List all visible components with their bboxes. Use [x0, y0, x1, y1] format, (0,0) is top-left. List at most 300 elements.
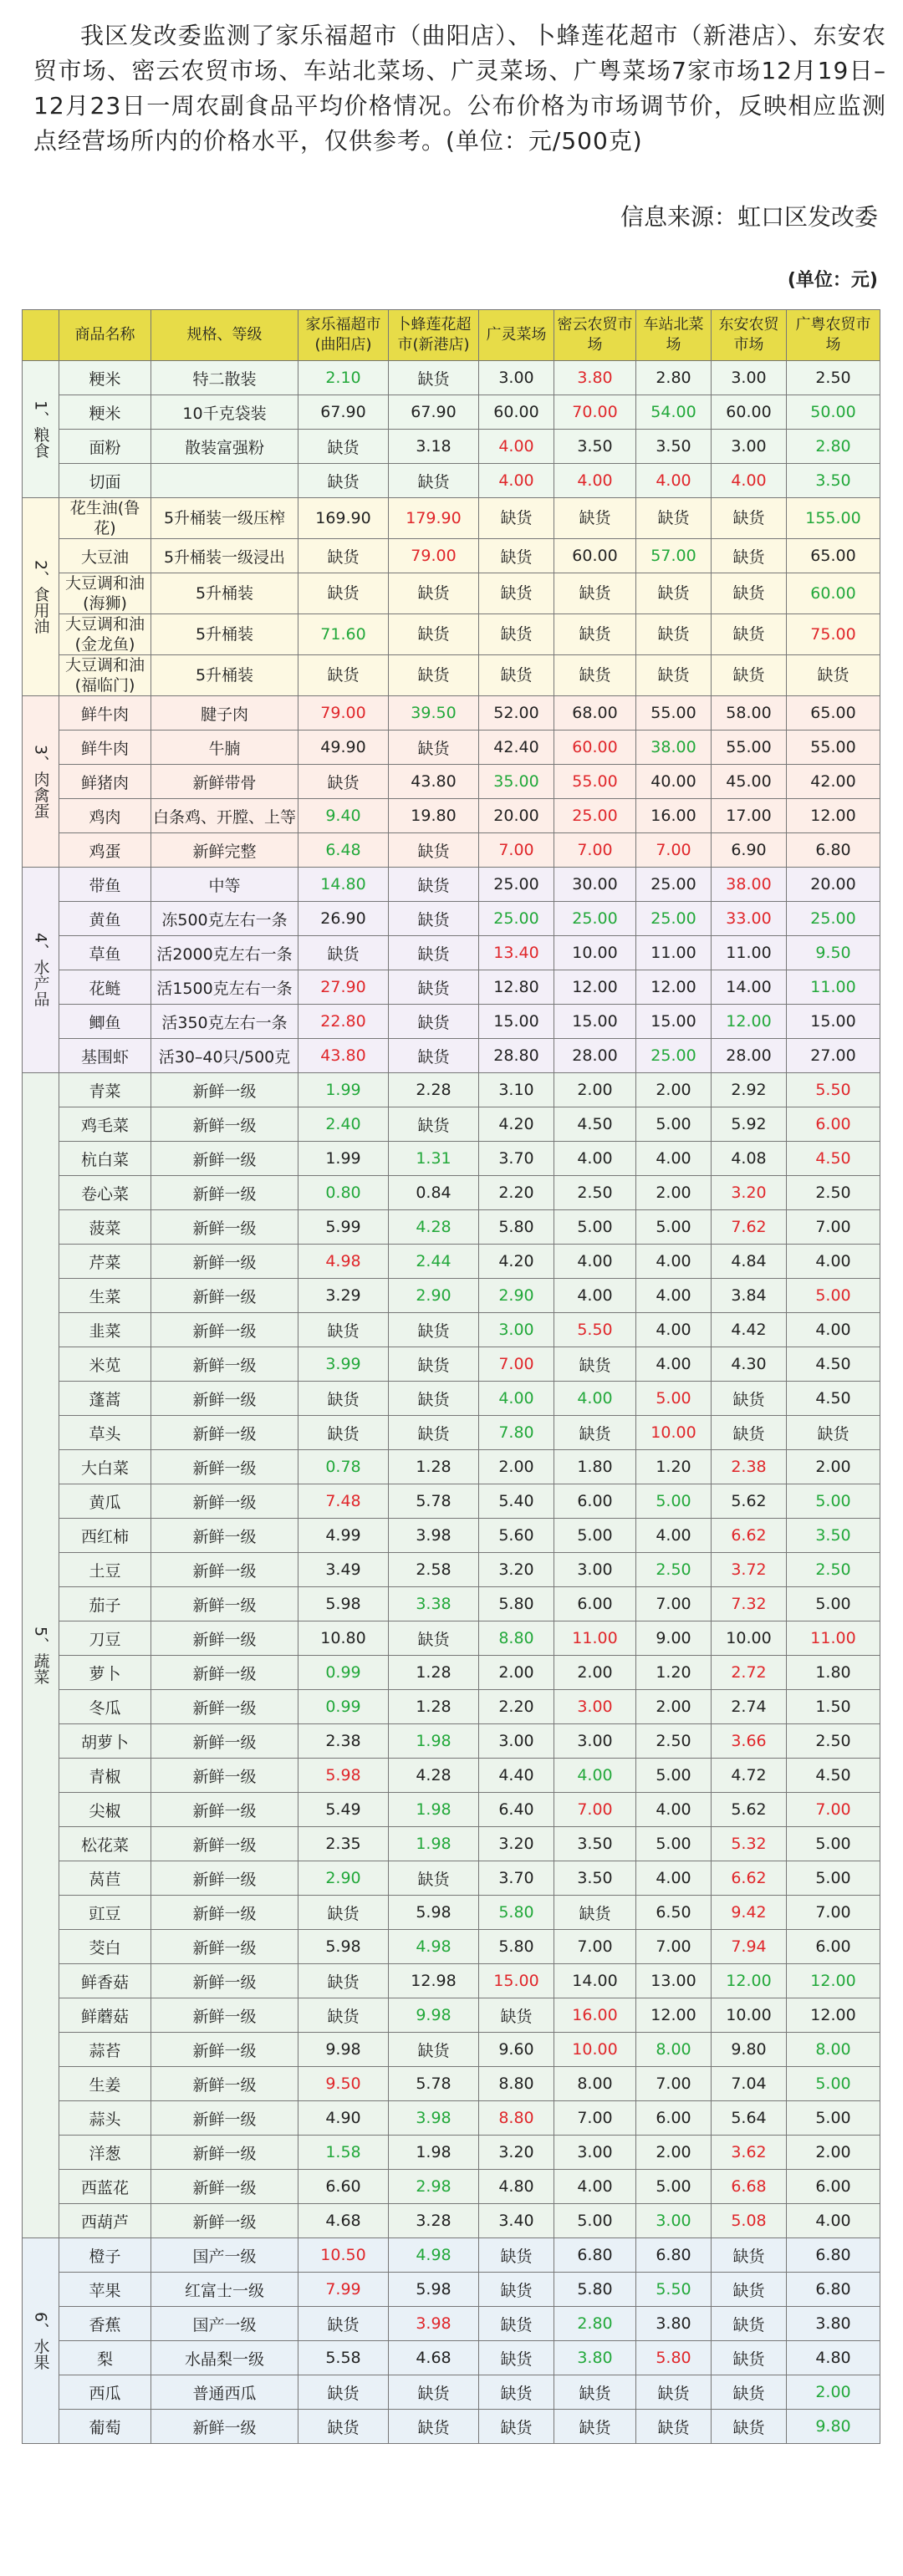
price-cell: 67.90: [298, 395, 389, 430]
product-name-cell: 冬瓜: [59, 1690, 151, 1724]
spec-cell: 新鲜一级: [151, 1587, 298, 1621]
price-cell: 13.40: [479, 936, 554, 970]
price-cell: 3.00: [554, 1690, 636, 1724]
price-cell: 缺货: [389, 731, 479, 765]
price-cell: 4.00: [636, 1793, 712, 1827]
price-cell: 5.00: [636, 1210, 712, 1245]
price-cell: 缺货: [389, 361, 479, 395]
price-cell: 9.50: [787, 936, 880, 970]
price-cell: 缺货: [298, 430, 389, 464]
spec-cell: 国产一级: [151, 2238, 298, 2273]
price-cell: 7.00: [787, 1896, 880, 1930]
product-name-cell: 卷心菜: [59, 1176, 151, 1210]
price-cell: 7.62: [712, 1210, 787, 1245]
price-cell: 28.80: [479, 1039, 554, 1073]
price-cell: 缺货: [298, 655, 389, 696]
price-cell: 4.00: [636, 464, 712, 498]
price-cell: 缺货: [298, 1896, 389, 1930]
price-cell: 缺货: [712, 2410, 787, 2444]
price-cell: 缺货: [389, 464, 479, 498]
price-cell: 缺货: [298, 464, 389, 498]
price-cell: 60.00: [479, 395, 554, 430]
price-cell: 缺货: [554, 1347, 636, 1382]
product-name-cell: 面粉: [59, 430, 151, 464]
price-cell: 4.00: [554, 1759, 636, 1793]
price-cell: 4.40: [479, 1759, 554, 1793]
price-cell: 4.00: [636, 1279, 712, 1313]
product-name-cell: 大白菜: [59, 1450, 151, 1484]
price-cell: 缺货: [298, 2307, 389, 2341]
price-cell: 3.50: [636, 430, 712, 464]
price-cell: 10.50: [298, 2238, 389, 2273]
price-cell: 1.80: [554, 1450, 636, 1484]
price-cell: 缺货: [479, 539, 554, 573]
price-cell: 缺货: [389, 1347, 479, 1382]
price-cell: 5.98: [298, 1759, 389, 1793]
table-row: [23, 1759, 880, 1793]
price-cell: 1.50: [787, 1690, 880, 1724]
price-cell: 缺货: [389, 1861, 479, 1896]
price-cell: 3.70: [479, 1861, 554, 1896]
price-cell: 11.00: [636, 936, 712, 970]
table-row: [23, 799, 880, 833]
price-cell: 5.78: [389, 2067, 479, 2101]
table-row: [23, 2238, 880, 2273]
product-name-cell: 橙子: [59, 2238, 151, 2273]
product-name-cell: 鲜牛肉: [59, 696, 151, 731]
price-cell: 5.98: [389, 1896, 479, 1930]
product-name-cell: 鲜蘑菇: [59, 1998, 151, 2033]
price-cell: 3.72: [712, 1553, 787, 1587]
price-cell: 缺货: [479, 614, 554, 655]
table-row: [23, 573, 880, 614]
price-cell: 14.00: [712, 970, 787, 1005]
price-cell: 6.00: [554, 1587, 636, 1621]
spec-cell: 新鲜一级: [151, 1313, 298, 1347]
price-cell: 缺货: [712, 2273, 787, 2307]
price-cell: 5.40: [479, 1484, 554, 1519]
price-cell: 2.50: [554, 1176, 636, 1210]
spec-cell: 特二散装: [151, 361, 298, 395]
table-row: [23, 655, 880, 696]
price-cell: 65.00: [787, 539, 880, 573]
price-cell: 3.50: [554, 1827, 636, 1861]
price-cell: 缺货: [479, 2238, 554, 2273]
price-cell: 缺货: [389, 1621, 479, 1656]
price-cell: 缺货: [389, 1005, 479, 1039]
price-cell: 2.58: [389, 1553, 479, 1587]
price-cell: 3.00: [636, 2204, 712, 2238]
product-name-cell: 蒜苔: [59, 2033, 151, 2067]
price-cell: 3.98: [389, 1519, 479, 1553]
table-row: [23, 1724, 880, 1759]
price-cell: 4.98: [389, 2238, 479, 2273]
price-cell: 缺货: [712, 1416, 787, 1450]
price-cell: 1.28: [389, 1690, 479, 1724]
table-row: [23, 614, 880, 655]
product-name-cell: 草鱼: [59, 936, 151, 970]
product-name-cell: 黄瓜: [59, 1484, 151, 1519]
table-row: [23, 2204, 880, 2238]
price-cell: 3.98: [389, 2101, 479, 2136]
price-cell: 2.44: [389, 1245, 479, 1279]
category-cell: 6、水果: [23, 2238, 59, 2444]
price-cell: 缺货: [712, 539, 787, 573]
price-cell: 12.00: [712, 1964, 787, 1998]
price-cell: 3.00: [554, 1553, 636, 1587]
price-cell: 1.20: [636, 1450, 712, 1484]
table-row: [23, 2067, 880, 2101]
price-cell: 6.80: [636, 2238, 712, 2273]
price-cell: 缺货: [636, 655, 712, 696]
header-cell: 广灵菜场: [479, 310, 554, 361]
price-cell: 28.00: [712, 1039, 787, 1073]
price-cell: 12.00: [787, 799, 880, 833]
price-cell: 7.94: [712, 1930, 787, 1964]
price-cell: 20.00: [787, 868, 880, 902]
price-cell: 2.90: [298, 1861, 389, 1896]
price-cell: 缺货: [479, 2375, 554, 2410]
price-cell: 30.00: [554, 868, 636, 902]
price-cell: 缺货: [389, 1416, 479, 1450]
price-cell: 10.80: [298, 1621, 389, 1656]
price-cell: 缺货: [554, 2410, 636, 2444]
price-cell: 3.20: [479, 2136, 554, 2170]
product-name-cell: 茄子: [59, 1587, 151, 1621]
price-cell: 缺货: [389, 902, 479, 936]
price-cell: 3.00: [554, 1724, 636, 1759]
price-cell: 38.00: [636, 731, 712, 765]
price-cell: 0.80: [298, 1176, 389, 1210]
spec-cell: 新鲜一级: [151, 2101, 298, 2136]
price-cell: 4.30: [712, 1347, 787, 1382]
product-name-cell: 西瓜: [59, 2375, 151, 2410]
price-cell: 6.80: [787, 2273, 880, 2307]
price-cell: 2.80: [787, 430, 880, 464]
price-cell: 4.08: [712, 1142, 787, 1176]
price-cell: 12.00: [712, 1005, 787, 1039]
spec-cell: 新鲜一级: [151, 1210, 298, 1245]
price-cell: 5.00: [636, 1107, 712, 1142]
spec-cell: 新鲜一级: [151, 1964, 298, 1998]
price-cell: 55.00: [554, 765, 636, 799]
price-cell: 5.98: [298, 1930, 389, 1964]
price-cell: 4.00: [554, 1279, 636, 1313]
price-cell: 10.00: [712, 1998, 787, 2033]
table-row: [23, 1861, 880, 1896]
price-cell: 3.20: [712, 1176, 787, 1210]
price-cell: 2.50: [787, 1724, 880, 1759]
table-row: [23, 970, 880, 1005]
price-cell: 缺货: [479, 498, 554, 539]
price-cell: 4.90: [298, 2101, 389, 2136]
spec-cell: 新鲜一级: [151, 1347, 298, 1382]
price-cell: 5.00: [787, 1484, 880, 1519]
price-cell: 3.84: [712, 1279, 787, 1313]
spec-cell: 国产一级: [151, 2307, 298, 2341]
spec-cell: 普通西瓜: [151, 2375, 298, 2410]
price-cell: 7.00: [554, 1930, 636, 1964]
price-cell: 7.00: [636, 2067, 712, 2101]
price-cell: 5.80: [636, 2341, 712, 2375]
price-cell: 缺货: [554, 655, 636, 696]
price-cell: 8.00: [636, 2033, 712, 2067]
price-cell: 2.20: [479, 1176, 554, 1210]
price-cell: 9.00: [636, 1621, 712, 1656]
price-cell: 5.00: [554, 2204, 636, 2238]
price-cell: 缺货: [479, 2410, 554, 2444]
price-cell: 3.50: [554, 1861, 636, 1896]
price-cell: 4.20: [479, 1245, 554, 1279]
table-row: [23, 1964, 880, 1998]
table-header-row: [23, 310, 880, 361]
price-cell: 缺货: [712, 614, 787, 655]
price-cell: 4.00: [479, 430, 554, 464]
price-cell: 5.98: [389, 2273, 479, 2307]
price-cell: 2.50: [787, 361, 880, 395]
price-cell: 缺货: [554, 498, 636, 539]
spec-cell: 水晶梨一级: [151, 2341, 298, 2375]
spec-cell: 新鲜一级: [151, 1896, 298, 1930]
price-cell: 3.20: [479, 1553, 554, 1587]
price-cell: 12.98: [389, 1964, 479, 1998]
price-cell: 2.00: [636, 1176, 712, 1210]
price-cell: 4.20: [479, 1107, 554, 1142]
unit-note: (单位：元): [787, 270, 878, 291]
price-cell: 10.00: [636, 1416, 712, 1450]
price-cell: 42.00: [787, 765, 880, 799]
product-name-cell: 鲜牛肉: [59, 731, 151, 765]
price-cell: 4.80: [787, 2341, 880, 2375]
table-row: [23, 2341, 880, 2375]
price-cell: 2.92: [712, 1073, 787, 1107]
price-cell: 缺货: [554, 614, 636, 655]
spec-cell: 新鲜一级: [151, 1519, 298, 1553]
price-cell: 2.38: [712, 1450, 787, 1484]
price-cell: 7.04: [712, 2067, 787, 2101]
price-cell: 4.00: [712, 464, 787, 498]
table-row: [23, 430, 880, 464]
price-cell: 5.00: [554, 1210, 636, 1245]
price-cell: 5.32: [712, 1827, 787, 1861]
price-cell: 2.72: [712, 1656, 787, 1690]
price-cell: 6.40: [479, 1793, 554, 1827]
table-row: [23, 1519, 880, 1553]
price-cell: 33.00: [712, 902, 787, 936]
product-name-cell: 粳米: [59, 395, 151, 430]
price-cell: 缺货: [298, 2375, 389, 2410]
spec-cell: 5升桶装: [151, 573, 298, 614]
category-cell: 2、食用油: [23, 498, 59, 696]
price-cell: 4.00: [554, 2170, 636, 2204]
product-name-cell: 茭白: [59, 1930, 151, 1964]
price-cell: 7.00: [479, 833, 554, 868]
spec-cell: 5升桶装一级压榨: [151, 498, 298, 539]
price-cell: 4.00: [787, 1245, 880, 1279]
product-name-cell: 鸡肉: [59, 799, 151, 833]
price-cell: 20.00: [479, 799, 554, 833]
price-cell: 39.50: [389, 696, 479, 731]
price-cell: 5.00: [636, 1759, 712, 1793]
price-cell: 缺货: [554, 573, 636, 614]
price-cell: 8.00: [787, 2033, 880, 2067]
price-cell: 15.00: [787, 1005, 880, 1039]
price-cell: 9.98: [298, 2033, 389, 2067]
price-cell: 43.80: [389, 765, 479, 799]
price-cell: 缺货: [389, 573, 479, 614]
table-row: [23, 2101, 880, 2136]
price-cell: 4.00: [636, 1142, 712, 1176]
price-cell: 缺货: [389, 2033, 479, 2067]
table-row: [23, 2136, 880, 2170]
price-cell: 2.40: [298, 1107, 389, 1142]
price-cell: 5.00: [787, 1279, 880, 1313]
price-cell: 缺货: [298, 765, 389, 799]
price-cell: 7.32: [712, 1587, 787, 1621]
price-cell: 3.80: [787, 2307, 880, 2341]
spec-cell: 新鲜一级: [151, 1759, 298, 1793]
price-cell: 7.00: [636, 1587, 712, 1621]
spec-cell: 新鲜一级: [151, 1930, 298, 1964]
price-cell: 2.74: [712, 1690, 787, 1724]
price-cell: 4.68: [389, 2341, 479, 2375]
price-cell: 1.98: [389, 1827, 479, 1861]
price-cell: 4.00: [479, 1382, 554, 1416]
price-cell: 缺货: [389, 936, 479, 970]
price-cell: 2.00: [787, 1450, 880, 1484]
price-cell: 5.80: [479, 1587, 554, 1621]
table-row: [23, 1896, 880, 1930]
price-cell: 缺货: [636, 2410, 712, 2444]
price-cell: 5.50: [636, 2273, 712, 2307]
product-name-cell: 蓬蒿: [59, 1382, 151, 1416]
price-cell: 缺货: [712, 1382, 787, 1416]
table-row: [23, 696, 880, 731]
price-cell: 缺货: [479, 2307, 554, 2341]
product-name-cell: 西葫芦: [59, 2204, 151, 2238]
product-name-cell: 黄鱼: [59, 902, 151, 936]
price-cell: 11.00: [787, 970, 880, 1005]
price-cell: 55.00: [636, 696, 712, 731]
table-row: [23, 1450, 880, 1484]
price-cell: 缺货: [712, 498, 787, 539]
price-cell: 缺货: [479, 655, 554, 696]
price-cell: 6.80: [787, 2238, 880, 2273]
price-cell: 6.48: [298, 833, 389, 868]
price-cell: 5.00: [787, 2067, 880, 2101]
header-cell: 密云农贸市场: [554, 310, 636, 361]
price-cell: 2.00: [554, 1656, 636, 1690]
price-cell: 155.00: [787, 498, 880, 539]
price-cell: 缺货: [298, 539, 389, 573]
header-cell: 东安农贸市场: [712, 310, 787, 361]
price-cell: 8.80: [479, 2067, 554, 2101]
price-cell: 71.60: [298, 614, 389, 655]
spec-cell: 新鲜一级: [151, 1279, 298, 1313]
product-name-cell: 胡萝卜: [59, 1724, 151, 1759]
table-row: [23, 902, 880, 936]
price-cell: 2.10: [298, 361, 389, 395]
price-cell: 4.00: [636, 1519, 712, 1553]
price-cell: 4.50: [787, 1382, 880, 1416]
price-cell: 65.00: [787, 696, 880, 731]
price-cell: 5.58: [298, 2341, 389, 2375]
price-cell: 3.29: [298, 1279, 389, 1313]
product-name-cell: 大豆油: [59, 539, 151, 573]
price-cell: 70.00: [554, 395, 636, 430]
price-cell: 缺货: [479, 2273, 554, 2307]
spec-cell: 牛腩: [151, 731, 298, 765]
price-cell: 1.58: [298, 2136, 389, 2170]
price-cell: 5.62: [712, 1793, 787, 1827]
price-cell: 49.90: [298, 731, 389, 765]
spec-cell: 腱子肉: [151, 696, 298, 731]
price-cell: 3.50: [787, 464, 880, 498]
table-row: [23, 395, 880, 430]
price-cell: 5.98: [298, 1587, 389, 1621]
price-cell: 3.00: [479, 1313, 554, 1347]
price-cell: 6.80: [787, 833, 880, 868]
price-cell: 缺货: [554, 1896, 636, 1930]
price-cell: 4.00: [636, 1347, 712, 1382]
spec-cell: 5升桶装一级浸出: [151, 539, 298, 573]
price-cell: 2.50: [636, 1724, 712, 1759]
price-cell: 3.00: [479, 1724, 554, 1759]
price-cell: 12.00: [636, 970, 712, 1005]
spec-cell: 新鲜一级: [151, 2067, 298, 2101]
table-row: [23, 1553, 880, 1587]
spec-cell: 新鲜一级: [151, 2410, 298, 2444]
price-cell: 缺货: [636, 573, 712, 614]
price-cell: 缺货: [389, 2375, 479, 2410]
spec-cell: 新鲜一级: [151, 1142, 298, 1176]
price-cell: 10.00: [712, 1621, 787, 1656]
price-cell: 50.00: [787, 395, 880, 430]
price-cell: 4.42: [712, 1313, 787, 1347]
category-cell: 5、蔬菜: [23, 1073, 59, 2238]
price-cell: 79.00: [298, 696, 389, 731]
table-row: [23, 1656, 880, 1690]
price-cell: 2.50: [636, 1553, 712, 1587]
product-name-cell: 韭菜: [59, 1313, 151, 1347]
price-cell: 2.90: [389, 1279, 479, 1313]
spec-cell: 新鲜一级: [151, 1724, 298, 1759]
header-cell: 卜蜂莲花超市(新港店): [389, 310, 479, 361]
price-cell: 10.00: [554, 2033, 636, 2067]
spec-cell: 活1500克左右一条: [151, 970, 298, 1005]
price-cell: 5.08: [712, 2204, 787, 2238]
header-cell: 车站北菜场: [636, 310, 712, 361]
price-cell: 2.80: [636, 361, 712, 395]
price-cell: 缺货: [298, 2410, 389, 2444]
price-cell: 7.48: [298, 1484, 389, 1519]
price-cell: 25.00: [554, 902, 636, 936]
spec-cell: 冻500克左右一条: [151, 902, 298, 936]
price-cell: 4.98: [389, 1930, 479, 1964]
spec-cell: 活30–40只/500克: [151, 1039, 298, 1073]
spec-cell: 新鲜一级: [151, 1107, 298, 1142]
price-cell: 25.00: [636, 868, 712, 902]
product-name-cell: 鲜猪肉: [59, 765, 151, 799]
spec-cell: 新鲜一级: [151, 2170, 298, 2204]
price-cell: 缺货: [712, 2307, 787, 2341]
category-cell: 4、水产品: [23, 868, 59, 1073]
price-cell: 6.00: [787, 1107, 880, 1142]
price-cell: 43.80: [298, 1039, 389, 1073]
price-cell: 25.00: [636, 902, 712, 936]
price-cell: 5.62: [712, 1484, 787, 1519]
product-name-cell: 洋葱: [59, 2136, 151, 2170]
